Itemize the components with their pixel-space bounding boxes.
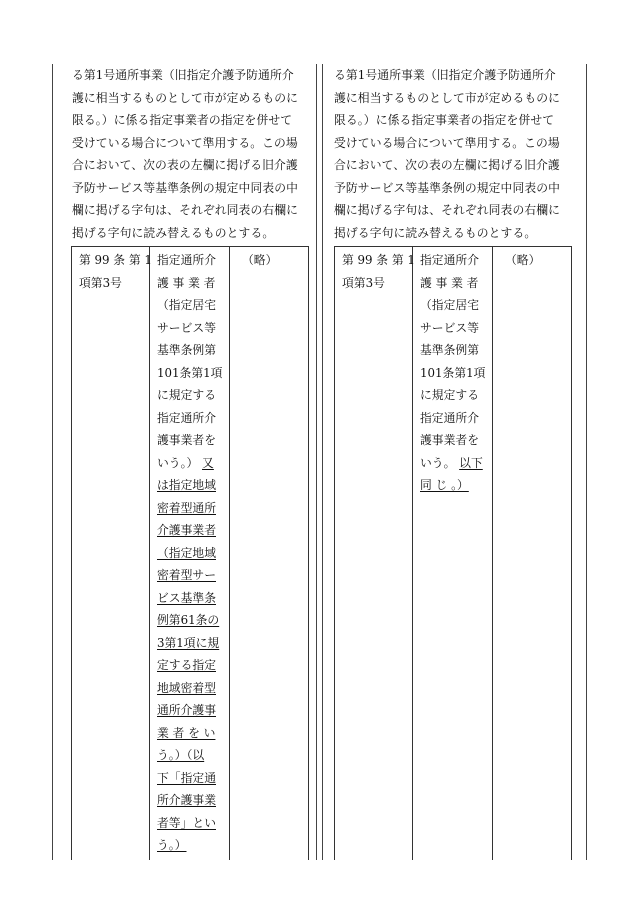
left-table-article-cell	[72, 247, 150, 860]
right-paragraph	[334, 64, 560, 244]
right-original-text-line	[420, 339, 492, 362]
left-original-text-fragment: 例第61条の	[157, 613, 220, 627]
left-original-text-fragment: 所介護事業	[157, 793, 216, 807]
left-original-text-line	[157, 722, 229, 745]
right-original-text-line	[420, 272, 492, 295]
left-original-text-fragment: 指定通所介	[157, 253, 216, 267]
left-original-text-fragment: いう。）	[157, 455, 199, 470]
left-original-text-line	[157, 744, 229, 767]
left-paragraph-line: 限る。）に係る指定事業者の指定を併せて	[72, 113, 293, 127]
left-original-text-line	[157, 767, 229, 790]
right-original-text-line	[420, 474, 492, 497]
left-paragraph-line: 掲げる字句に読み替えるものとする。	[72, 225, 275, 240]
left-paragraph-line: る第1号通所事業（旧指定介護予防通所介	[72, 68, 294, 82]
right-original-text-fragment: サービス等	[420, 320, 479, 335]
right-original-text-fragment: 指定通所介	[420, 253, 479, 267]
right-paragraph-line: 限る。）に係る指定事業者の指定を併せて	[334, 113, 555, 127]
left-paragraph	[72, 64, 298, 244]
left-original-text-line	[157, 362, 229, 385]
left-original-text-line	[157, 654, 229, 677]
left-original-text-line	[157, 429, 229, 452]
left-amended-text-fragment: 又	[202, 455, 214, 470]
left-margin-rule	[52, 64, 53, 860]
left-original-text-line	[157, 587, 229, 610]
left-original-text-line	[157, 294, 229, 317]
left-original-text-line	[157, 834, 229, 857]
left-original-text-fragment: 者等」とい	[157, 815, 216, 830]
left-original-text-fragment: 地域密着型	[157, 680, 216, 695]
right-original-text-fragment: に規定する	[420, 388, 479, 402]
right-original-text-line	[420, 249, 492, 272]
right-original-text-line	[420, 452, 492, 475]
left-original-text-fragment: 密着型サー	[157, 568, 216, 582]
left-original-text-line	[157, 632, 229, 655]
right-original-text-fragment: 護事業者を	[420, 433, 479, 447]
left-omitted-text: （略）	[242, 253, 278, 267]
right-paragraph-line: 予防サービス等基準条例の規定中同表の中	[334, 180, 561, 195]
left-original-text-fragment: 下「指定通	[157, 770, 216, 785]
left-original-text-fragment: 業 者 を い	[157, 725, 216, 740]
left-original-text-line	[157, 497, 229, 520]
left-original-text-fragment: 指定通所介	[157, 410, 216, 425]
left-original-text-line	[157, 384, 229, 407]
right-original-text-line	[420, 317, 492, 340]
left-original-text-fragment: （指定居宅	[157, 298, 216, 312]
left-original-text-fragment: 介護事業者	[157, 523, 216, 537]
left-original-text-fragment: 基準条例第	[157, 343, 216, 357]
left-article-line: 第 99 条 第 1	[79, 253, 152, 267]
left-original-text-fragment: う。）	[157, 838, 187, 852]
right-paragraph-line: 護に相当するものとして市が定めるものに	[334, 90, 561, 105]
left-original-text-line	[157, 564, 229, 587]
left-replacement-table	[71, 246, 309, 860]
right-article-line: 項第3号	[342, 275, 385, 290]
right-margin-rule	[586, 64, 587, 860]
left-original-text-fragment: う。）（以	[157, 748, 205, 762]
right-article-line: 第 99 条 第 1	[342, 253, 415, 267]
right-original-text-fragment: 101条第1項	[420, 365, 486, 380]
left-original-text-fragment: ビス基準条	[157, 590, 216, 605]
right-original-text-fragment: 護 事 業 者	[420, 275, 479, 290]
left-paragraph-line: 護に相当するものとして市が定めるものに	[72, 90, 299, 105]
right-table-article-cell	[335, 247, 413, 860]
left-original-text-line	[157, 609, 229, 632]
left-paragraph-line: 合において、次の表の左欄に掲げる旧介護	[72, 158, 298, 172]
left-original-text-line	[157, 542, 229, 565]
left-original-text-line	[157, 317, 229, 340]
left-original-text-fragment: 定する指定	[157, 658, 216, 672]
left-original-text-fragment: 密着型通所	[157, 500, 216, 515]
right-paragraph-line: 受けている場合について準用する。この場	[334, 135, 560, 150]
center-divider-rule-inner	[322, 64, 323, 860]
right-original-text-line	[420, 384, 492, 407]
right-omitted-text: （略）	[505, 253, 541, 267]
right-original-text-fragment: 指定通所介	[420, 410, 479, 425]
left-original-text-line	[157, 407, 229, 430]
left-original-text-fragment: （指定地域	[157, 545, 216, 560]
left-original-text-line	[157, 677, 229, 700]
left-original-text-line	[157, 519, 229, 542]
right-original-text-line	[420, 429, 492, 452]
left-original-text-line	[157, 249, 229, 272]
right-amended-text-fragment: 以下	[459, 455, 483, 470]
right-paragraph-line: る第1号通所事業（旧指定介護予防通所介	[334, 68, 556, 82]
left-paragraph-line: 予防サービス等基準条例の規定中同表の中	[72, 180, 299, 195]
left-original-text-line	[157, 474, 229, 497]
left-paragraph-line: 欄に掲げる字句は、それぞれ同表の右欄に	[72, 203, 299, 217]
left-original-text-line	[157, 812, 229, 835]
left-original-text-fragment: 101条第1項	[157, 365, 223, 380]
left-original-text-fragment: 護事業者を	[157, 433, 216, 447]
right-original-text-fragment: 基準条例第	[420, 343, 479, 357]
right-paragraph-line: 掲げる字句に読み替えるものとする。	[334, 225, 537, 240]
left-original-text-fragment: に規定する	[157, 388, 216, 402]
right-paragraph-line: 欄に掲げる字句は、それぞれ同表の右欄に	[334, 203, 561, 217]
left-article-line: 項第3号	[79, 275, 122, 290]
left-original-text-line	[157, 789, 229, 812]
left-original-text-line	[157, 452, 229, 475]
right-table-original-text-cell	[413, 247, 493, 860]
right-original-text-line	[420, 362, 492, 385]
right-original-text-fragment: 同 じ 。）	[420, 478, 469, 492]
left-paragraph-line: 受けている場合について準用する。この場	[72, 135, 298, 150]
left-original-text-line	[157, 339, 229, 362]
left-original-text-fragment: 護 事 業 者	[157, 275, 216, 290]
right-original-text-line	[420, 294, 492, 317]
left-original-text-fragment: は指定地域	[157, 478, 216, 492]
left-original-text-line	[157, 272, 229, 295]
left-table-replacement-cell	[230, 247, 308, 860]
left-original-text-line	[157, 699, 229, 722]
right-replacement-table	[334, 246, 572, 860]
right-table-replacement-cell	[493, 247, 571, 860]
right-original-text-line	[420, 407, 492, 430]
left-table-original-text-cell	[150, 247, 230, 860]
left-original-text-fragment: 3第1項に規	[157, 635, 220, 650]
left-original-text-fragment: サービス等	[157, 320, 216, 335]
left-original-text-fragment: 通所介護事	[157, 703, 216, 717]
center-divider-rule	[316, 64, 317, 860]
right-original-text-fragment: いう。	[420, 455, 456, 470]
right-paragraph-line: 合において、次の表の左欄に掲げる旧介護	[334, 158, 560, 172]
right-original-text-fragment: （指定居宅	[420, 298, 479, 312]
